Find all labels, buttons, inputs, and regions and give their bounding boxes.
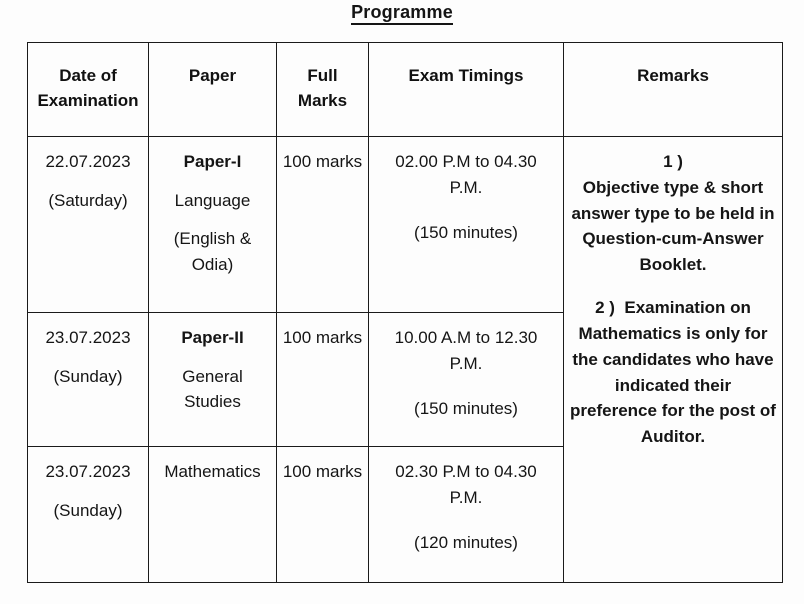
programme-table: [27, 42, 783, 583]
cell-exam-timings-row3: [369, 447, 564, 583]
exam-day-row2: (Sunday): [53, 366, 123, 386]
table-body: [28, 137, 783, 583]
column-header-date-line2: Examination: [37, 90, 139, 110]
column-header-exam-timings-label: Exam Timings: [408, 66, 524, 85]
exam-duration-row3: (120 minutes): [414, 533, 518, 552]
full-marks-row2: 100 marks: [282, 328, 363, 347]
cell-full-marks-row2: [277, 313, 369, 447]
column-header-paper-label: Paper: [188, 66, 237, 85]
exam-duration-row2: (150 minutes): [414, 399, 518, 418]
table-header-row: [28, 43, 783, 137]
column-header-remarks: [564, 43, 783, 137]
column-header-remarks-label: Remarks: [637, 66, 709, 85]
exam-timing-row2: 10.00 A.M to 12.30: [394, 328, 538, 347]
exam-date-row1: 22.07.2023: [45, 152, 131, 171]
exam-timing-cont-row2: P.M.: [449, 353, 483, 373]
paper-name-row3: Mathematics: [164, 462, 261, 481]
paper-subject-detail-row1-line1: (English &: [173, 229, 252, 248]
page-title-text: Programme: [351, 2, 453, 25]
cell-remarks-merged: [564, 137, 783, 583]
cell-date-row3: [28, 447, 149, 583]
cell-paper-row2: [149, 313, 277, 447]
exam-timing-cont-row1: P.M.: [449, 177, 483, 197]
table-row: [28, 137, 783, 313]
remarks-item1-text: Objective type & short answer type to be held in Question-cum-Answer Booklet.: [571, 177, 775, 275]
column-header-date-of-examination: [28, 43, 149, 137]
full-marks-row3: 100 marks: [282, 462, 363, 481]
column-header-full-marks-line2: Marks: [297, 90, 348, 110]
cell-date-row1: [28, 137, 149, 313]
exam-timing-row1: 02.00 P.M to 04.30: [395, 152, 537, 171]
column-header-full-marks-line1: Full: [307, 66, 338, 85]
cell-full-marks-row3: [277, 447, 369, 583]
cell-paper-row1: [149, 137, 277, 313]
table-header: [28, 43, 783, 137]
column-header-full-marks: [277, 43, 369, 137]
paper-subject-row1: Language: [174, 190, 251, 210]
exam-date-row2: 23.07.2023: [45, 328, 131, 347]
paper-subject-row2-line2: Studies: [184, 392, 241, 411]
paper-name-row1: Paper-I: [183, 152, 242, 171]
remarks-item2-marker: 2 ): [595, 298, 615, 318]
paper-subject-detail-row1-line2: Odia): [191, 254, 234, 274]
column-header-exam-timings: [369, 43, 564, 137]
exam-day-row1: (Saturday): [48, 190, 128, 210]
page-title: [0, 2, 804, 23]
cell-exam-timings-row2: [369, 313, 564, 447]
exam-timing-row3: 02.30 P.M to 04.30: [395, 462, 537, 481]
full-marks-row1: 100 marks: [282, 152, 363, 171]
paper-subject-row2-line1: General: [182, 366, 243, 386]
paper-name-row2: Paper-II: [181, 328, 244, 347]
cell-paper-row3: [149, 447, 277, 583]
remarks-item2: [570, 295, 776, 450]
exam-duration-row1: (150 minutes): [414, 223, 518, 242]
cell-exam-timings-row1: [369, 137, 564, 313]
column-header-paper: [149, 43, 277, 137]
exam-timing-cont-row3: P.M.: [449, 487, 483, 507]
cell-date-row2: [28, 313, 149, 447]
exam-date-row3: 23.07.2023: [45, 462, 131, 481]
column-header-date-line1: Date of: [59, 66, 117, 85]
remarks-item1-marker: 1 ): [663, 152, 683, 171]
exam-day-row3: (Sunday): [53, 500, 123, 520]
cell-full-marks-row1: [277, 137, 369, 313]
remarks-item2-text: Examination on Mathematics is only for the candidates who have indicated their preference for the post of Auditor.: [570, 298, 776, 447]
